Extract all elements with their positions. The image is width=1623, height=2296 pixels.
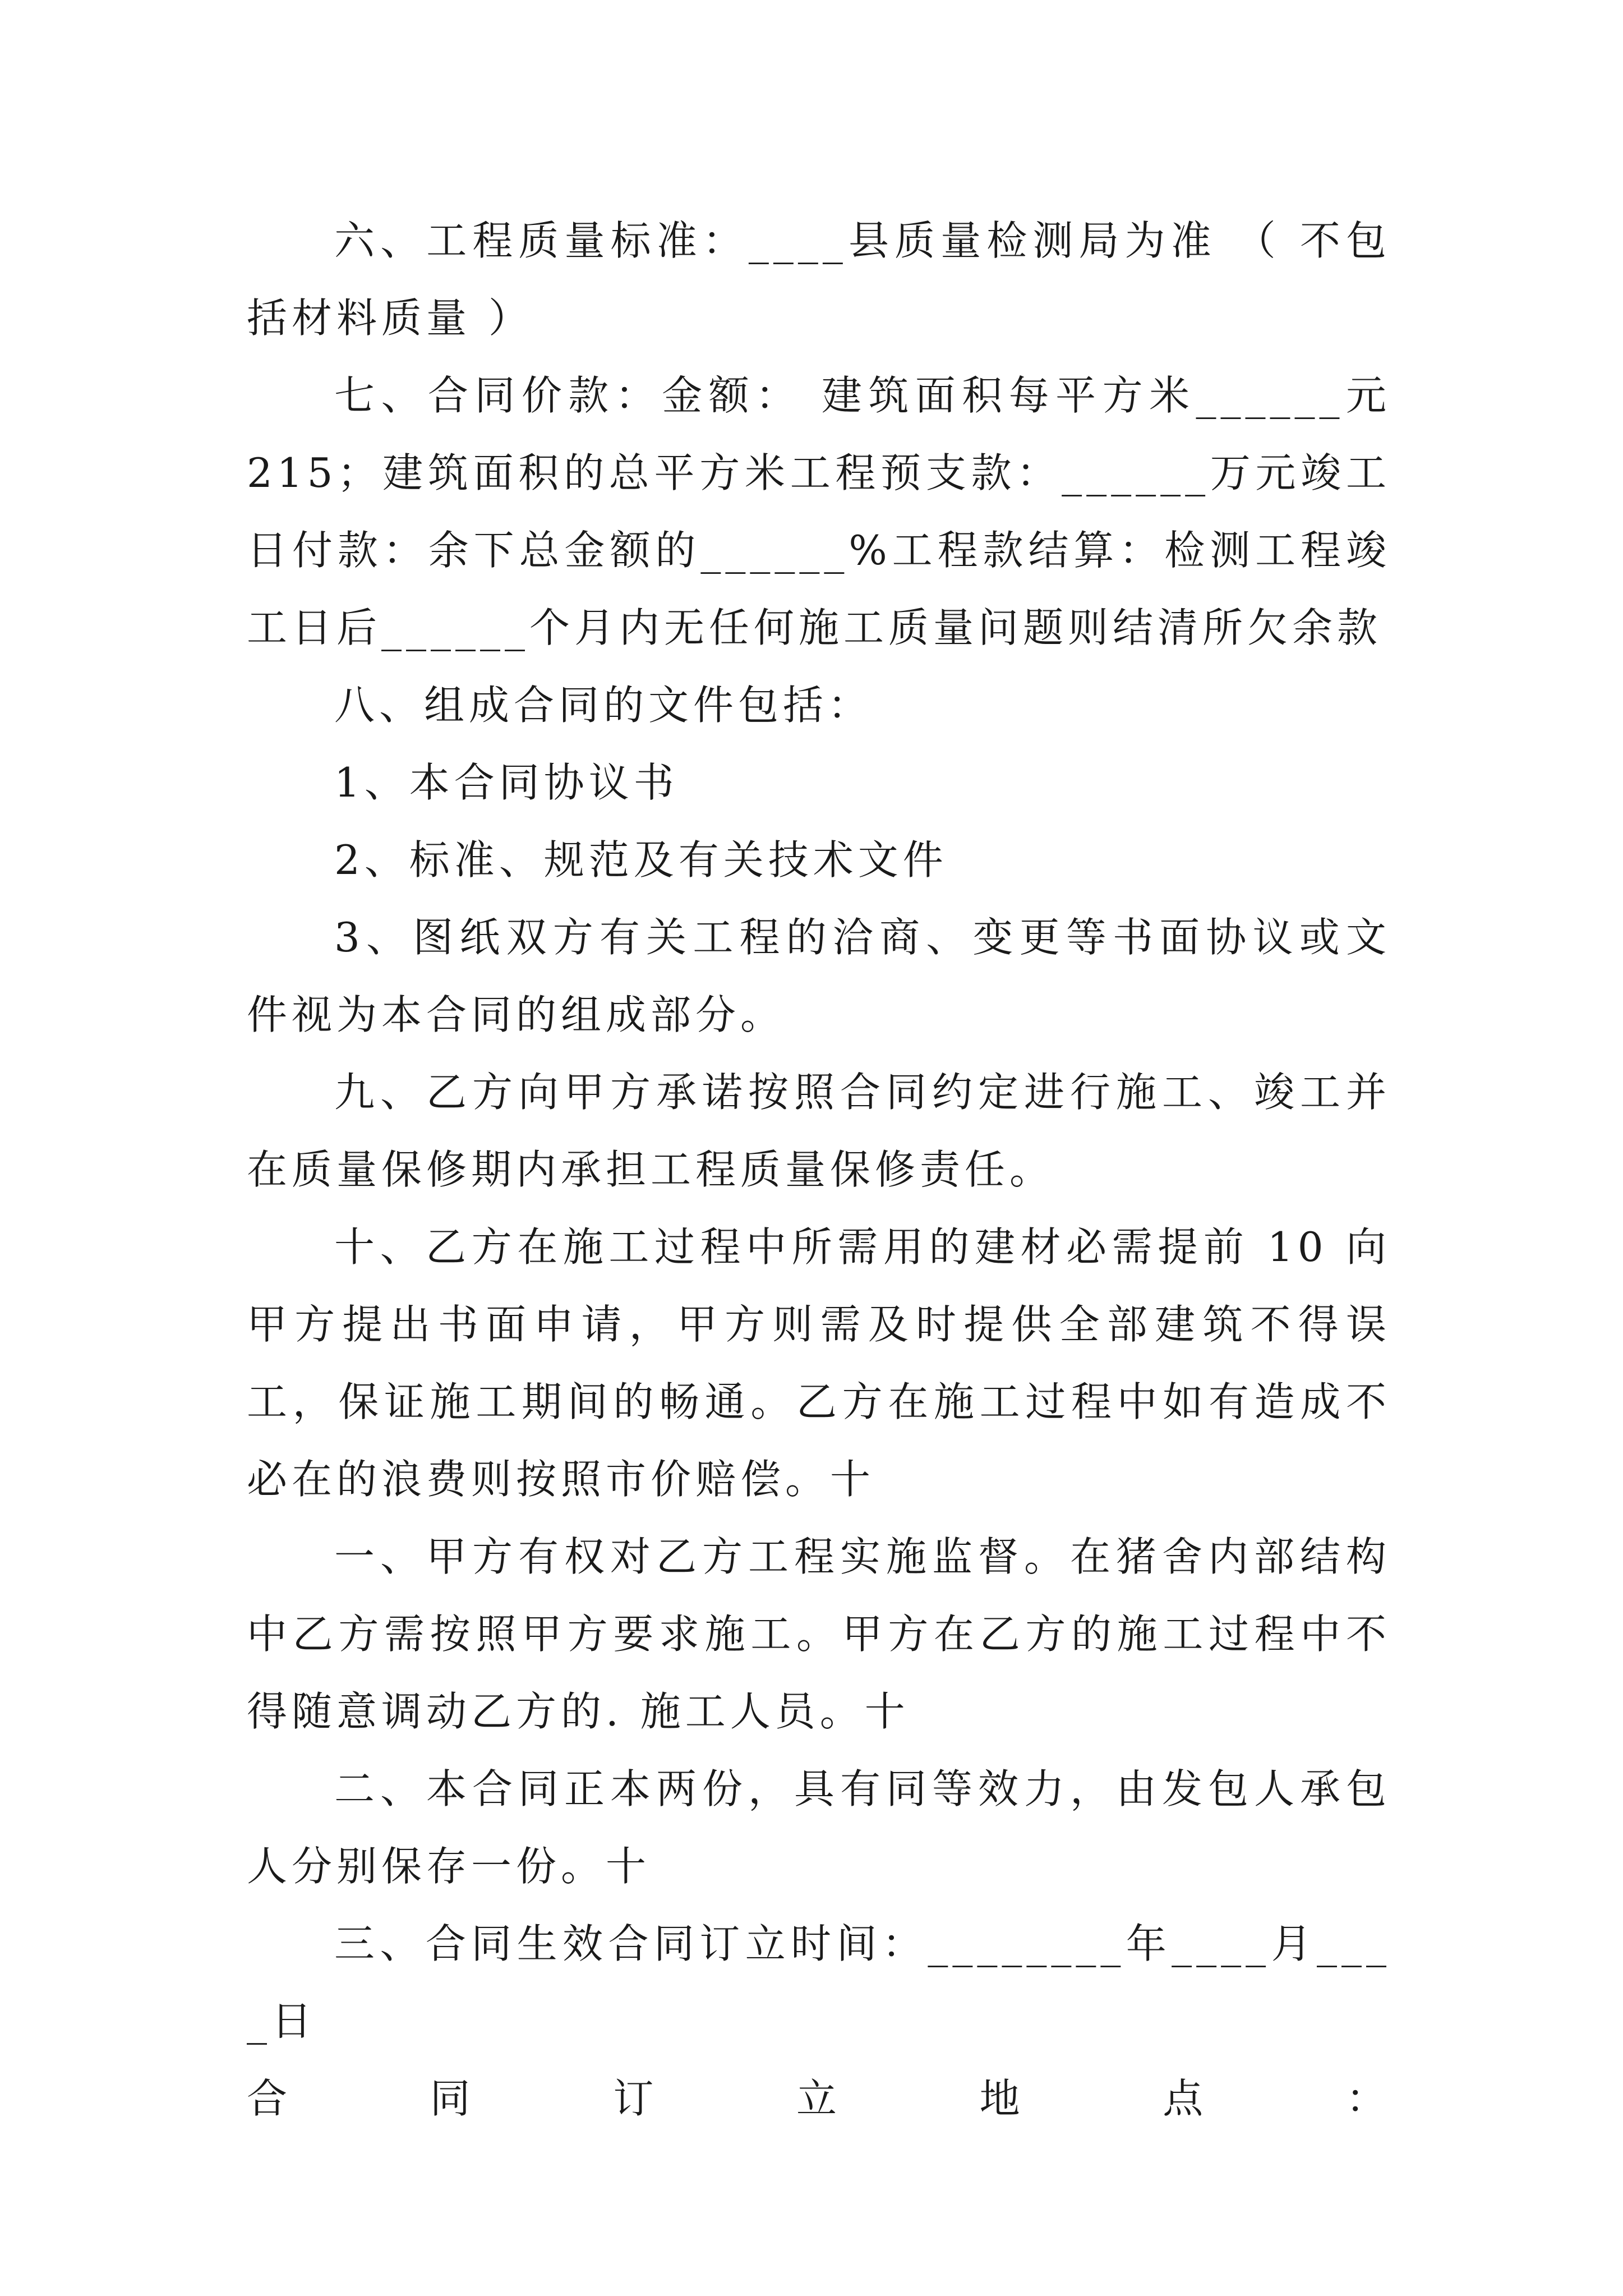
place-char: 订 bbox=[613, 2075, 658, 2122]
clause-supervision: 一、甲方有权对乙方工程实施监督。在猪舍内部结构中乙方需按照甲方要求施工。甲方在乙方的施工过程中不得随意调动乙方的. 施工人员。十 bbox=[247, 1533, 1391, 1735]
contract-place-line bbox=[247, 2060, 1391, 2137]
document-item-3: 3、图纸双方有关工程的洽商、变更等书面协议或文件视为本合同的组成部分。 bbox=[247, 914, 1391, 1038]
document-item-1: 1、本合同协议书 bbox=[334, 759, 679, 806]
contract-body bbox=[247, 202, 1408, 2137]
clause-quality-standard: 六、工程质量标准：____县质量检测局为准 （ 不包括材料质量 ） bbox=[247, 217, 1391, 342]
clause-copies: 二、本合同正本两份，具有同等效力，由发包人承包人分别保存一份。十 bbox=[247, 1765, 1391, 1890]
place-char: 同 bbox=[430, 2075, 475, 2122]
clause-contract-documents: 八、组成合同的文件包括： bbox=[334, 682, 873, 729]
place-char: 地 bbox=[979, 2075, 1025, 2122]
clause-building-materials: 十、乙方在施工过程中所需用的建材必需提前 10 向甲方提出书面申请，甲方则需及时提供全部建筑不得误工，保证施工期间的畅通。乙方在施工过程中如有造成不必在的浪费则按照市价赔偿。十 bbox=[247, 1223, 1391, 1503]
place-char: 点 bbox=[1163, 2075, 1208, 2122]
clause-contract-price: 七、合同价款：金额： 建筑面积每平方米______元 215；建筑面积的总平方米工程预支款：______万元竣工日付款：余下总金额的______%工程款结算：检测工程竣工日后______个月内无任何施工质量问题则结清所欠余款 bbox=[247, 372, 1408, 651]
place-char: 合 bbox=[247, 2075, 292, 2122]
place-char: ： bbox=[1345, 2075, 1391, 2122]
clause-contractor-commitment: 九、乙方向甲方承诺按照合同约定进行施工、竣工并在质量保修期内承担工程质量保修责任。 bbox=[247, 1069, 1391, 1193]
clause-effective-date: 三、合同生效合同订立时间：________年____月____日 bbox=[247, 1920, 1391, 2045]
place-char: 立 bbox=[796, 2075, 841, 2122]
document-item-2: 2、标准、规范及有关技术文件 bbox=[334, 836, 948, 884]
